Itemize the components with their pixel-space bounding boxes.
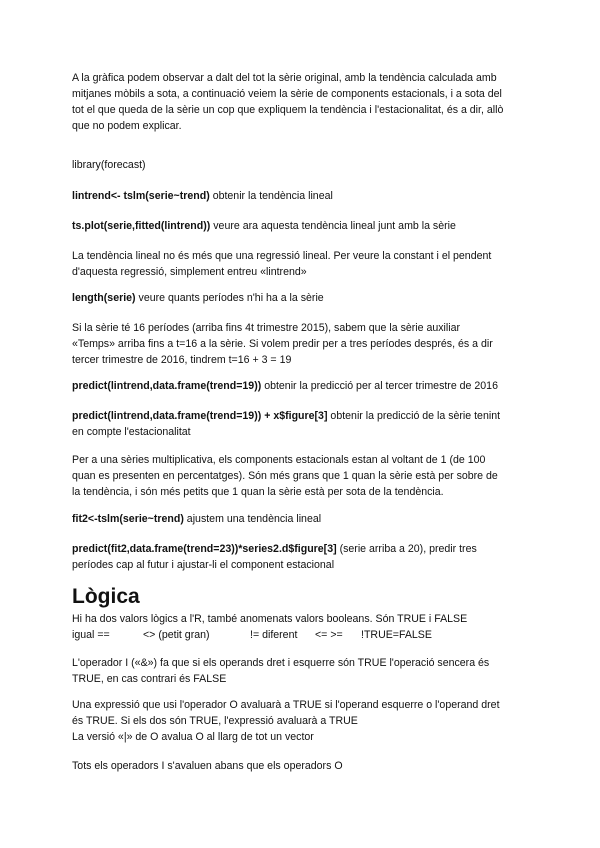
periods-line: Si la sèrie té 16 períodes (arriba fins 4t trimestre 2015), sabem que la sèrie auxiliar — [72, 322, 461, 334]
intro-line: mitjanes mòbils a sota, a continuació veiem la sèrie de components estacionals, i a sota del — [72, 88, 502, 100]
periods-line: tercer trimestre de 2016, tindrem t=16 + 3 = 19 — [72, 354, 292, 366]
op-not-true: !TRUE=FALSE — [361, 629, 432, 641]
intro-line: A la gràfica podem observar a dalt del tot la sèrie original, amb la tendència calculada amb — [72, 72, 497, 84]
or-op-line: és TRUE. Si els dos són TRUE, l'expressió avaluarà a TRUE — [72, 715, 358, 727]
precedence-line: Tots els operadors I s'avaluen abans que els operadors O — [72, 760, 343, 772]
or-op-line: La versió «|» de O avalua O al llarg de tot un vector — [72, 731, 314, 743]
intro-paragraph — [72, 70, 532, 134]
fit2-line — [72, 511, 532, 527]
multiplicative-line: quan es presenten en percentatges). Són més grans que 1 quan la sèrie està per sobre de — [72, 470, 498, 482]
periods-line: «Temps» arriba fins a t=16 a la sèrie. Si volem predir per a tres períodes després, és a dir — [72, 338, 493, 350]
predict3-code: predict(fit2,data.frame(trend=23))*series2.d$figure[3] — [72, 543, 337, 555]
operators-line — [72, 627, 532, 643]
and-op-line: L'operador I («&») fa que si els operands dret i esquerre són TRUE l'operació sencera és — [72, 657, 490, 669]
lintrend-code: lintrend<- tslm(serie~trend) — [72, 190, 210, 202]
predict2-text-cont: en compte l'estacionalitat — [72, 426, 191, 438]
periods-paragraph — [72, 320, 532, 368]
multiplicative-line: Per a una sèries multiplicativa, els components estacionals estan al voltant de 1 (de 100 — [72, 454, 486, 466]
lintrend-line — [72, 188, 532, 204]
predict2-text: obtenir la predicció de la sèrie tenint — [327, 410, 501, 422]
op-le-ge: <= >= — [315, 629, 343, 641]
length-line — [72, 290, 532, 306]
predict1-code: predict(lintrend,data.frame(trend=19)) — [72, 380, 262, 392]
logic-intro-paragraph — [72, 611, 532, 643]
fit2-text: ajustem una tendència lineal — [183, 513, 322, 525]
library-line — [72, 157, 532, 173]
op-equal: igual == — [72, 629, 110, 641]
length-code: length(serie) — [72, 292, 136, 304]
predict2-paragraph — [72, 408, 532, 440]
predict3-text-cont: períodes cap al futur i ajustar-li el component estacional — [72, 559, 335, 571]
and-op-line: TRUE, en cas contrari és FALSE — [72, 673, 227, 685]
or-operator-paragraph — [72, 697, 532, 745]
tsplot-code: ts.plot(serie,fitted(lintrend)) — [72, 220, 211, 232]
lintrend-text: obtenir la tendència lineal — [209, 190, 333, 202]
predict3-text: (serie arriba a 20), predir tres — [336, 543, 477, 555]
library-code: library(forecast) — [72, 159, 146, 171]
precedence-paragraph — [72, 758, 532, 774]
tsplot-text: veure ara aquesta tendència lineal junt amb la sèrie — [210, 220, 456, 232]
intro-line: tot el que queda de la sèrie un cop que expliquem la tendència i l'estacionalitat, és a dir, allò — [72, 104, 504, 116]
or-op-line: Una expressió que usi l'operador O avaluarà a TRUE si l'operand esquerre o l'operand dret — [72, 699, 500, 711]
op-not-equal: != diferent — [250, 629, 298, 641]
and-operator-paragraph — [72, 655, 532, 687]
logic-intro-line: Hi ha dos valors lògics a l'R, també anomenats valors booleans. Són TRUE i FALSE — [72, 613, 468, 625]
predict1-line — [72, 378, 532, 394]
multiplicative-paragraph — [72, 452, 532, 500]
multiplicative-line: la tendència, i són més petits que 1 quan la sèrie està per sota de la tendència. — [72, 486, 444, 498]
fit2-code: fit2<-tslm(serie~trend) — [72, 513, 184, 525]
linreg-line: La tendència lineal no és més que una regressió lineal. Per veure la constant i el pendent — [72, 250, 492, 262]
predict2-code: predict(lintrend,data.frame(trend=19)) + x$figure[3] — [72, 410, 328, 422]
length-text: veure quants períodes n'hi ha a la sèrie — [135, 292, 324, 304]
linreg-paragraph — [72, 248, 532, 280]
op-less-greater: <> (petit gran) — [143, 629, 210, 641]
intro-line: que no podem explicar. — [72, 120, 182, 132]
linreg-line: d'aquesta regressió, simplement entreu «lintrend» — [72, 266, 307, 278]
predict3-paragraph — [72, 541, 532, 573]
predict1-text: obtenir la predicció per al tercer trimestre de 2016 — [261, 380, 498, 392]
tsplot-line — [72, 218, 532, 234]
logic-heading: Lògica — [72, 585, 140, 608]
